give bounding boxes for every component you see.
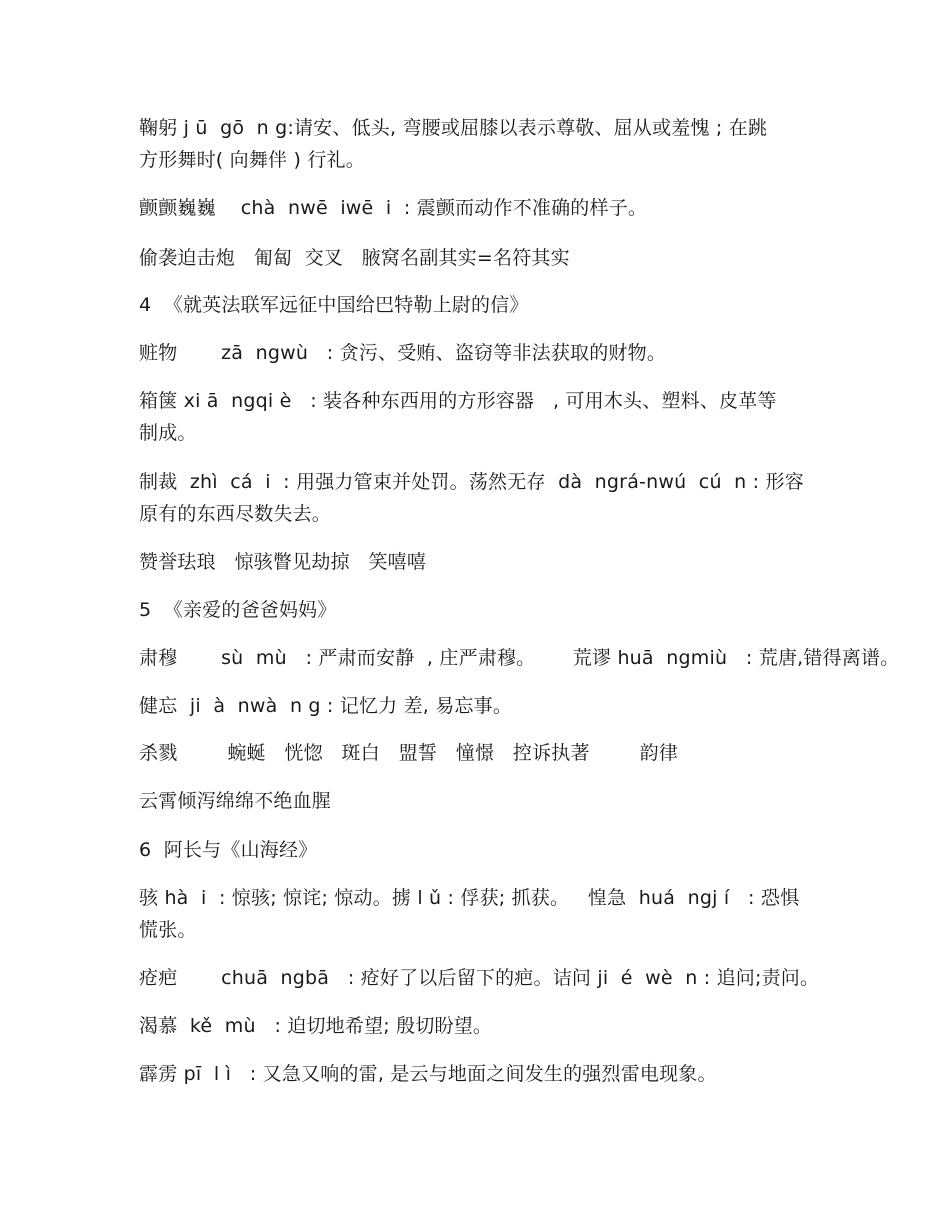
text-line-22: 霹雳 pī l ì : 又急又响的雷, 是云与地面之间发生的强烈雷电现象。 (139, 1063, 717, 1085)
text-line-16: 云霄倾泻绵绵不绝血腥 (139, 790, 332, 812)
text-line-4: 偷袭迫击炮 匍匐 交叉 腋窝名副其实=名符其实 (139, 247, 570, 269)
text-line-20: 疮疤 chuā ngbā : 疮好了以后留下的疤。诘问 ji é wè n : 追问;责问。 (139, 967, 820, 989)
text-line-14: 健忘 ji à nwà n g : 记忆力 差, 易忘事。 (139, 695, 513, 717)
text-line-1: 鞠躬 j ū gō n g:请安、低头, 弯腰或屈膝以表示尊敬、屈从或羞愧 ; 在跳 (139, 117, 768, 139)
text-line-21: 渴慕 kě mù : 迫切地希望; 殷切盼望。 (139, 1015, 493, 1037)
text-line-9: 制裁 zhì cá i : 用强力管束并处罚。荡然无存 dà ngrá-nwú cú n : 形容 (139, 471, 804, 493)
text-line-15: 杀戮 蜿蜒 恍惚 斑白 盟誓 憧憬 控诉执著 韵律 (139, 742, 679, 764)
text-line-13: 肃穆 sù mù : 严肃而安静 , 庄严肃穆。 荒谬 huā ngmiù : 荒唐,错得离谱。 (139, 647, 900, 669)
text-line-6: 赃物 zā ngwù : 贪污、受贿、盗窃等非法获取的财物。 (139, 342, 667, 364)
text-line-2: 方形舞时( 向舞伴 ) 行礼。 (139, 149, 365, 171)
text-line-10: 原有的东西尽数失去。 (139, 503, 332, 525)
text-line-19: 慌张。 (139, 919, 197, 941)
section-heading-4: 4 《就英法联军远征中国给巴特勒上尉的信》 (139, 294, 529, 316)
text-line-8: 制成。 (139, 422, 197, 444)
text-line-18: 骇 hà i : 惊骇; 惊诧; 惊动。掳 l ǔ : 俘获; 抓获。 惶急 huá ngj í : 恐惧 (139, 887, 800, 909)
section-heading-5: 5 《亲爱的爸爸妈妈》 (139, 599, 337, 621)
text-line-7: 箱箧 xi ā ngqi è : 装各种东西用的方形容器 , 可用木头、塑料、皮革等 (139, 390, 777, 412)
text-line-3: 颤颤巍巍 chà nwē iwē i : 震颤而动作不准确的样子。 (139, 197, 648, 219)
text-line-11: 赞誉珐琅 惊骇瞥见劫掠 笑嘻嘻 (139, 551, 427, 573)
section-heading-6: 6 阿长与《山海经》 (139, 839, 318, 861)
